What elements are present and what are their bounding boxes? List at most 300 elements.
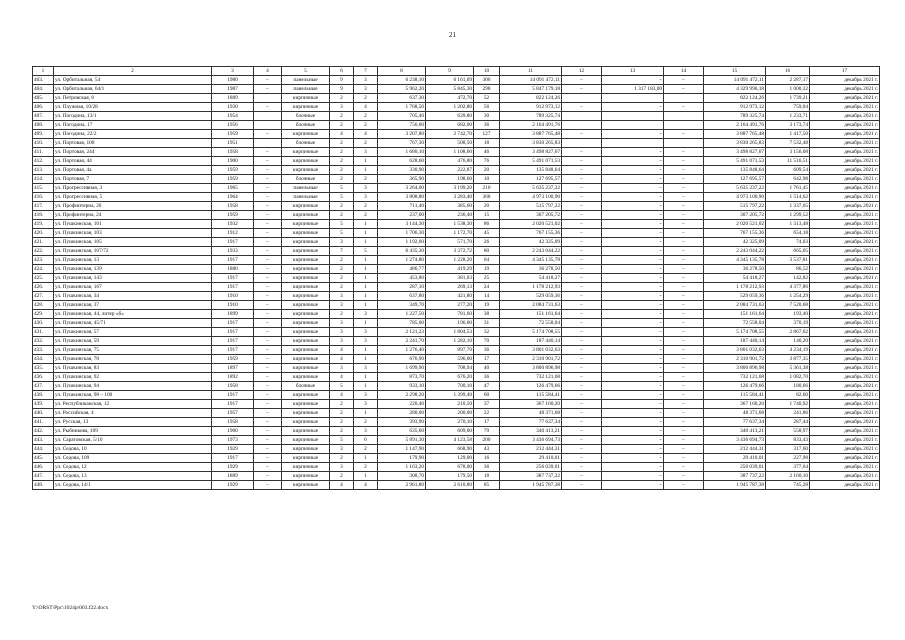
table-cell: 405. <box>33 94 54 103</box>
table-cell: 2 <box>330 202 354 211</box>
table-cell: 789 325,74 <box>704 112 766 121</box>
table-cell: 86,52 <box>766 265 810 274</box>
table-row <box>33 346 880 355</box>
table-cell: – <box>562 454 602 463</box>
table-cell: 446. <box>33 463 54 472</box>
column-number-cell: 3 <box>212 67 254 76</box>
table-cell: 4 973 100,90 <box>704 193 766 202</box>
table-cell: 2 <box>330 211 354 220</box>
table-cell: 24 <box>474 283 500 292</box>
table-cell: 6 238,10 <box>378 76 426 85</box>
table-cell: 367 160,20 <box>704 400 766 409</box>
table-cell: 678,00 <box>426 463 474 472</box>
table-cell: 46 <box>474 148 500 157</box>
table-cell: 115 584,41 <box>704 391 766 400</box>
table-cell: ул. Седова, 10 <box>54 445 212 454</box>
table-cell: 781,60 <box>426 310 474 319</box>
table-cell: 1964 <box>212 193 254 202</box>
table-cell: ул. Пушкинская, 75 <box>54 346 212 355</box>
table-cell: – <box>664 301 704 310</box>
table-cell: 639,80 <box>426 112 474 121</box>
table-cell: 1959 <box>212 175 254 184</box>
table-cell: 45 <box>474 229 500 238</box>
table-cell: 3 <box>354 193 378 202</box>
table-cell: 1958 <box>212 148 254 157</box>
table-cell: 4 <box>330 373 354 382</box>
table-cell: кирпичные <box>282 481 330 490</box>
table-cell: – <box>562 418 602 427</box>
table-cell: 56 <box>474 103 500 112</box>
table-cell: – <box>254 310 282 319</box>
table-cell: 287,44 <box>766 418 810 427</box>
table-cell: 5 847 179,18 <box>500 85 562 94</box>
table-cell: 430. <box>33 319 54 328</box>
table-cell: 1 276,40 <box>378 346 426 355</box>
table-cell: 1 178 212,93 <box>704 283 766 292</box>
table-row <box>33 157 880 166</box>
table-cell: 2 121,23 <box>378 328 426 337</box>
table-row <box>33 301 880 310</box>
table-cell: 60 <box>474 391 500 400</box>
table-cell: – <box>602 211 664 220</box>
table-cell: 5 845,30 <box>426 85 474 94</box>
table-cell: ул. Пушкинская, 167 <box>54 283 212 292</box>
table-cell: – <box>254 103 282 112</box>
table-cell: 365,90 <box>378 175 426 184</box>
table-cell <box>602 139 664 148</box>
table-cell: – <box>664 346 704 355</box>
table-cell: 387 737,22 <box>704 472 766 481</box>
table-cell: 4 123,58 <box>426 436 474 445</box>
table-cell: – <box>664 148 704 157</box>
table-cell: 3 207,80 <box>378 130 426 139</box>
table-cell: 135 848,64 <box>704 166 766 175</box>
table-row <box>33 445 880 454</box>
table-cell: ул. Республиканская, 12 <box>54 400 212 409</box>
table-cell: – <box>664 265 704 274</box>
table-cell: 5 <box>330 184 354 193</box>
table-cell: 3 <box>330 337 354 346</box>
table-cell: 3 <box>330 301 354 310</box>
table-cell: – <box>664 157 704 166</box>
table-cell: 1 <box>354 454 378 463</box>
table-cell: декабрь 2021 г. <box>810 373 880 382</box>
table-cell: – <box>254 391 282 400</box>
table-cell: 1 317 183,00 <box>602 85 664 94</box>
table-cell: 3 887 765,48 <box>704 130 766 139</box>
table-cell: 2 <box>330 409 354 418</box>
table-cell: 126 479,66 <box>704 382 766 391</box>
table-cell: 19 <box>474 301 500 310</box>
table-cell: 3 199,20 <box>426 184 474 193</box>
table-cell: 1 233,71 <box>766 112 810 121</box>
table-cell: 210,50 <box>426 400 474 409</box>
table-cell: 25 <box>474 274 500 283</box>
table-cell: 1 228,20 <box>426 256 474 265</box>
table-cell: кирпичные <box>282 328 330 337</box>
table-cell: – <box>602 76 664 85</box>
table-cell: 403. <box>33 76 54 85</box>
table-cell: кирпичные <box>282 355 330 364</box>
table-cell: 36 <box>474 373 500 382</box>
table-cell: – <box>562 85 602 94</box>
table-cell: 2 084 731,63 <box>704 301 766 310</box>
table-cell: 745,28 <box>766 481 810 490</box>
table-cell: декабрь 2021 г. <box>810 121 880 130</box>
table-cell: 1 <box>354 283 378 292</box>
table-row <box>33 94 880 103</box>
table-row <box>33 436 880 445</box>
table-cell: 4 345 135,78 <box>704 256 766 265</box>
table-cell: 3 800 896,98 <box>704 364 766 373</box>
table-cell: 196,00 <box>426 319 474 328</box>
table-cell: 18 <box>474 472 500 481</box>
table-cell: 3 537,81 <box>766 256 810 265</box>
table-cell: 420. <box>33 229 54 238</box>
table-cell: 432. <box>33 337 54 346</box>
table-cell: 9 <box>330 85 354 94</box>
table-cell: 4 <box>354 103 378 112</box>
table-cell: декабрь 2021 г. <box>810 157 880 166</box>
table-cell: – <box>602 175 664 184</box>
table-row <box>33 319 880 328</box>
table-cell <box>254 94 282 103</box>
table-cell: ул. Седова, 12 <box>54 463 212 472</box>
table-cell: 416. <box>33 193 54 202</box>
table-row <box>33 391 880 400</box>
table-cell: 5 361,38 <box>766 364 810 373</box>
table-row <box>33 328 880 337</box>
table-cell: 1917 <box>212 274 254 283</box>
table-cell: 833,43 <box>766 436 810 445</box>
table-cell: 14 091 472,11 <box>704 76 766 85</box>
table-cell: 637,30 <box>378 94 426 103</box>
table-cell: 298 <box>474 85 500 94</box>
table-cell: 2 287,17 <box>766 76 810 85</box>
table-cell: 1 <box>354 265 378 274</box>
table-cell: кирпичные <box>282 301 330 310</box>
table-cell: декабрь 2021 г. <box>810 220 880 229</box>
table-cell: 42 325,09 <box>500 238 562 247</box>
table-cell: – <box>254 76 282 85</box>
table-cell: – <box>664 427 704 436</box>
table-cell: кирпичные <box>282 463 330 472</box>
table-cell: 307 205,72 <box>500 211 562 220</box>
table-cell: – <box>254 166 282 175</box>
table-cell: 31 <box>474 319 500 328</box>
table-cell: кирпичные <box>282 247 330 256</box>
table-cell: 1980 <box>212 76 254 85</box>
table-cell: ул. Пушкинская, 98 – 100 <box>54 391 212 400</box>
table-cell: 3 877,35 <box>766 355 810 364</box>
table-cell: 1965 <box>212 184 254 193</box>
table-cell: – <box>664 373 704 382</box>
table-cell: 476,80 <box>426 157 474 166</box>
table-cell: 2 <box>330 157 354 166</box>
table-cell: ул. Пушкинская, 13 <box>54 256 212 265</box>
table-cell <box>602 94 664 103</box>
table-cell: 422. <box>33 247 54 256</box>
table-cell: 1 538,30 <box>426 220 474 229</box>
table-cell: 2 867,62 <box>766 328 810 337</box>
table-cell: 179,50 <box>426 472 474 481</box>
table-cell: 212 444,31 <box>704 445 766 454</box>
table-cell: 609,00 <box>426 427 474 436</box>
table-cell: кирпичные <box>282 94 330 103</box>
table-cell: 127 695,57 <box>704 175 766 184</box>
table-cell: – <box>562 301 602 310</box>
table-cell: 3 <box>354 391 378 400</box>
table-cell: декабрь 2021 г. <box>810 382 880 391</box>
table-cell: 37 <box>474 400 500 409</box>
column-number-cell: 4 <box>254 67 282 76</box>
table-cell: 3 800 896,98 <box>500 364 562 373</box>
table-cell: 442. <box>33 427 54 436</box>
table-cell: декабрь 2021 г. <box>810 184 880 193</box>
table-cell: – <box>664 247 704 256</box>
table-cell: 413. <box>33 166 54 175</box>
table-cell <box>664 121 704 130</box>
table-cell: – <box>664 238 704 247</box>
table-cell: 29 410,01 <box>500 454 562 463</box>
table-cell: 1 227,50 <box>378 310 426 319</box>
table-cell: – <box>664 310 704 319</box>
table-cell: кирпичные <box>282 391 330 400</box>
table-cell <box>602 112 664 121</box>
table-cell: декабрь 2021 г. <box>810 463 880 472</box>
table-cell: 415. <box>33 184 54 193</box>
table-cell: 82,60 <box>766 391 810 400</box>
table-cell: 340 413,21 <box>704 427 766 436</box>
table-cell: – <box>602 436 664 445</box>
table-cell: 409. <box>33 130 54 139</box>
table-cell: 3 801 032,63 <box>704 346 766 355</box>
table-cell: – <box>602 184 664 193</box>
table-cell: 20 <box>474 166 500 175</box>
table-cell: – <box>602 157 664 166</box>
table-cell: 77 637,34 <box>704 418 766 427</box>
table-cell: 5 <box>330 220 354 229</box>
table-cell: 1 <box>354 346 378 355</box>
table-cell: 2 <box>330 175 354 184</box>
table-cell: 2 610,80 <box>426 481 474 490</box>
table-cell: 637,80 <box>378 292 426 301</box>
table-cell: – <box>562 436 602 445</box>
table-cell: – <box>664 472 704 481</box>
table-cell <box>562 139 602 148</box>
table-cell: 2 <box>354 94 378 103</box>
table-cell: – <box>602 463 664 472</box>
table-row <box>33 193 880 202</box>
table-cell: кирпичные <box>282 373 330 382</box>
table-cell: 200,00 <box>426 409 474 418</box>
column-number-cell: 5 <box>282 67 330 76</box>
table-cell: – <box>562 175 602 184</box>
table-cell: 912 973,12 <box>500 103 562 112</box>
table-cell: декабрь 2021 г. <box>810 445 880 454</box>
table-cell: – <box>602 238 664 247</box>
table-cell: 767,30 <box>378 139 426 148</box>
table-cell: 437. <box>33 382 54 391</box>
table-cell: 17 <box>474 418 500 427</box>
table-cell: 29 410,01 <box>704 454 766 463</box>
table-row <box>33 202 880 211</box>
table-cell: 1 337,65 <box>766 202 810 211</box>
table-cell: – <box>562 373 602 382</box>
table-row <box>33 229 880 238</box>
table-cell: ул. Пушкинская, 78 <box>54 355 212 364</box>
table-cell: 1 <box>354 301 378 310</box>
table-cell: 642,98 <box>766 175 810 184</box>
column-number-cell: 10 <box>474 67 500 76</box>
table-row <box>33 337 880 346</box>
table-cell: декабрь 2021 г. <box>810 283 880 292</box>
table-cell: 2 310 901,72 <box>704 355 766 364</box>
table-cell: 2 <box>354 121 378 130</box>
table-cell: 427. <box>33 292 54 301</box>
table-cell: 306 <box>474 76 500 85</box>
table-cell: 222,87 <box>426 166 474 175</box>
table-cell: ул. Пушкинская, 103 <box>54 229 212 238</box>
table-cell: декабрь 2021 г. <box>810 265 880 274</box>
table-cell: 756,60 <box>378 121 426 130</box>
table-cell: 1917 <box>212 400 254 409</box>
table-cell: ул. Пушкинская, 107/72 <box>54 247 212 256</box>
table-row <box>33 310 880 319</box>
table-cell: 387 737,22 <box>500 472 562 481</box>
table-cell: ул. Пушкинская, 139 <box>54 265 212 274</box>
table-cell: 2 243 044,22 <box>500 247 562 256</box>
table-row <box>33 220 880 229</box>
table-cell: – <box>664 229 704 238</box>
table-cell: 6 <box>354 436 378 445</box>
table-cell: 676,20 <box>426 373 474 382</box>
table-cell: – <box>664 391 704 400</box>
table-cell: – <box>562 355 602 364</box>
table-cell: декабрь 2021 г. <box>810 400 880 409</box>
table-cell: декабрь 2021 г. <box>810 247 880 256</box>
table-cell: – <box>254 427 282 436</box>
table-cell: – <box>254 274 282 283</box>
footer-file-path: Y:\ORST\Ррс\1024р\003.f22.docx <box>32 605 109 611</box>
table-cell <box>254 139 282 148</box>
table-cell: 759,04 <box>766 103 810 112</box>
table-cell: ул. Погодина, 17 <box>54 121 212 130</box>
table-cell: 1 172,70 <box>426 229 474 238</box>
table-cell: 1 739,21 <box>766 94 810 103</box>
table-cell: 1 <box>354 229 378 238</box>
table-cell: 2 <box>330 256 354 265</box>
table-cell: 1954 <box>212 112 254 121</box>
table-cell: декабрь 2021 г. <box>810 409 880 418</box>
table-cell: 5 962,20 <box>378 85 426 94</box>
table-cell: 210 <box>474 184 500 193</box>
table-cell: ул. Пушкинская, 44, литер «б» <box>54 310 212 319</box>
table-row <box>33 463 880 472</box>
table-cell: – <box>562 265 602 274</box>
table-cell: – <box>664 274 704 283</box>
table-cell: декабрь 2021 г. <box>810 274 880 283</box>
table-cell: 308,70 <box>378 472 426 481</box>
table-cell: – <box>602 130 664 139</box>
column-number-cell: 7 <box>354 67 378 76</box>
table-row <box>33 130 880 139</box>
table-cell: 3 <box>354 76 378 85</box>
table-cell: 52 <box>474 94 500 103</box>
table-cell: 822 124,26 <box>500 94 562 103</box>
table-cell: ул. Пушкинская, 143 <box>54 274 212 283</box>
table-cell: 38 <box>474 310 500 319</box>
table-row <box>33 166 880 175</box>
table-cell: 1917 <box>212 346 254 355</box>
table-cell: 1 680,10 <box>378 148 426 157</box>
table-cell: 76 <box>474 157 500 166</box>
table-cell: 3 887 765,48 <box>500 130 562 139</box>
table-cell: – <box>664 184 704 193</box>
table-cell: 1889 <box>212 94 254 103</box>
table-cell: 43 <box>474 445 500 454</box>
table-cell: – <box>562 310 602 319</box>
table-row <box>33 211 880 220</box>
table-cell: – <box>254 265 282 274</box>
table-row <box>33 256 880 265</box>
table-cell: 5 <box>354 247 378 256</box>
table-cell: 508,50 <box>426 139 474 148</box>
table-cell: – <box>602 472 664 481</box>
table-cell: ул. Рыбникова, 109 <box>54 427 212 436</box>
table-cell: 1899 <box>212 310 254 319</box>
table-cell: 428. <box>33 301 54 310</box>
table-cell: 1 <box>354 157 378 166</box>
table-cell: 529 059,36 <box>704 292 766 301</box>
table-cell: декабрь 2021 г. <box>810 229 880 238</box>
table-cell: – <box>664 130 704 139</box>
table-cell: 2 <box>330 265 354 274</box>
table-cell: 47 <box>474 382 500 391</box>
table-cell: 3 <box>354 337 378 346</box>
table-cell: 421,80 <box>426 292 474 301</box>
table-cell: 1959 <box>212 130 254 139</box>
table-cell: 32 <box>474 328 500 337</box>
table-cell: 767 155,36 <box>704 229 766 238</box>
table-cell: – <box>602 418 664 427</box>
table-cell: декабрь 2021 г. <box>810 202 880 211</box>
table-cell: кирпичные <box>282 454 330 463</box>
table-cell: – <box>562 472 602 481</box>
table-cell: 135 848,64 <box>500 166 562 175</box>
table-cell: – <box>602 373 664 382</box>
table-cell: 2 <box>354 139 378 148</box>
table-cell: ул. Пушкинская, 92 <box>54 373 212 382</box>
table-cell: 732 121,68 <box>500 373 562 382</box>
column-number-cell: 14 <box>664 67 704 76</box>
table-cell: 1900 <box>212 157 254 166</box>
table-cell: кирпичные <box>282 409 330 418</box>
table-cell: 1929 <box>212 445 254 454</box>
table-cell: 1 <box>354 292 378 301</box>
table-cell: 3 156,08 <box>766 148 810 157</box>
table-row <box>33 400 880 409</box>
table-cell: – <box>602 454 664 463</box>
table-cell: – <box>254 364 282 373</box>
table-cell: 3 436 694,73 <box>704 436 766 445</box>
table-cell: 142,82 <box>766 274 810 283</box>
table-cell: – <box>602 391 664 400</box>
table-cell: ул. Пушкинская, 34 <box>54 292 212 301</box>
table-cell: 1 399,40 <box>426 391 474 400</box>
table-cell: 5 635 237,22 <box>500 184 562 193</box>
table-cell: 2 <box>354 418 378 427</box>
